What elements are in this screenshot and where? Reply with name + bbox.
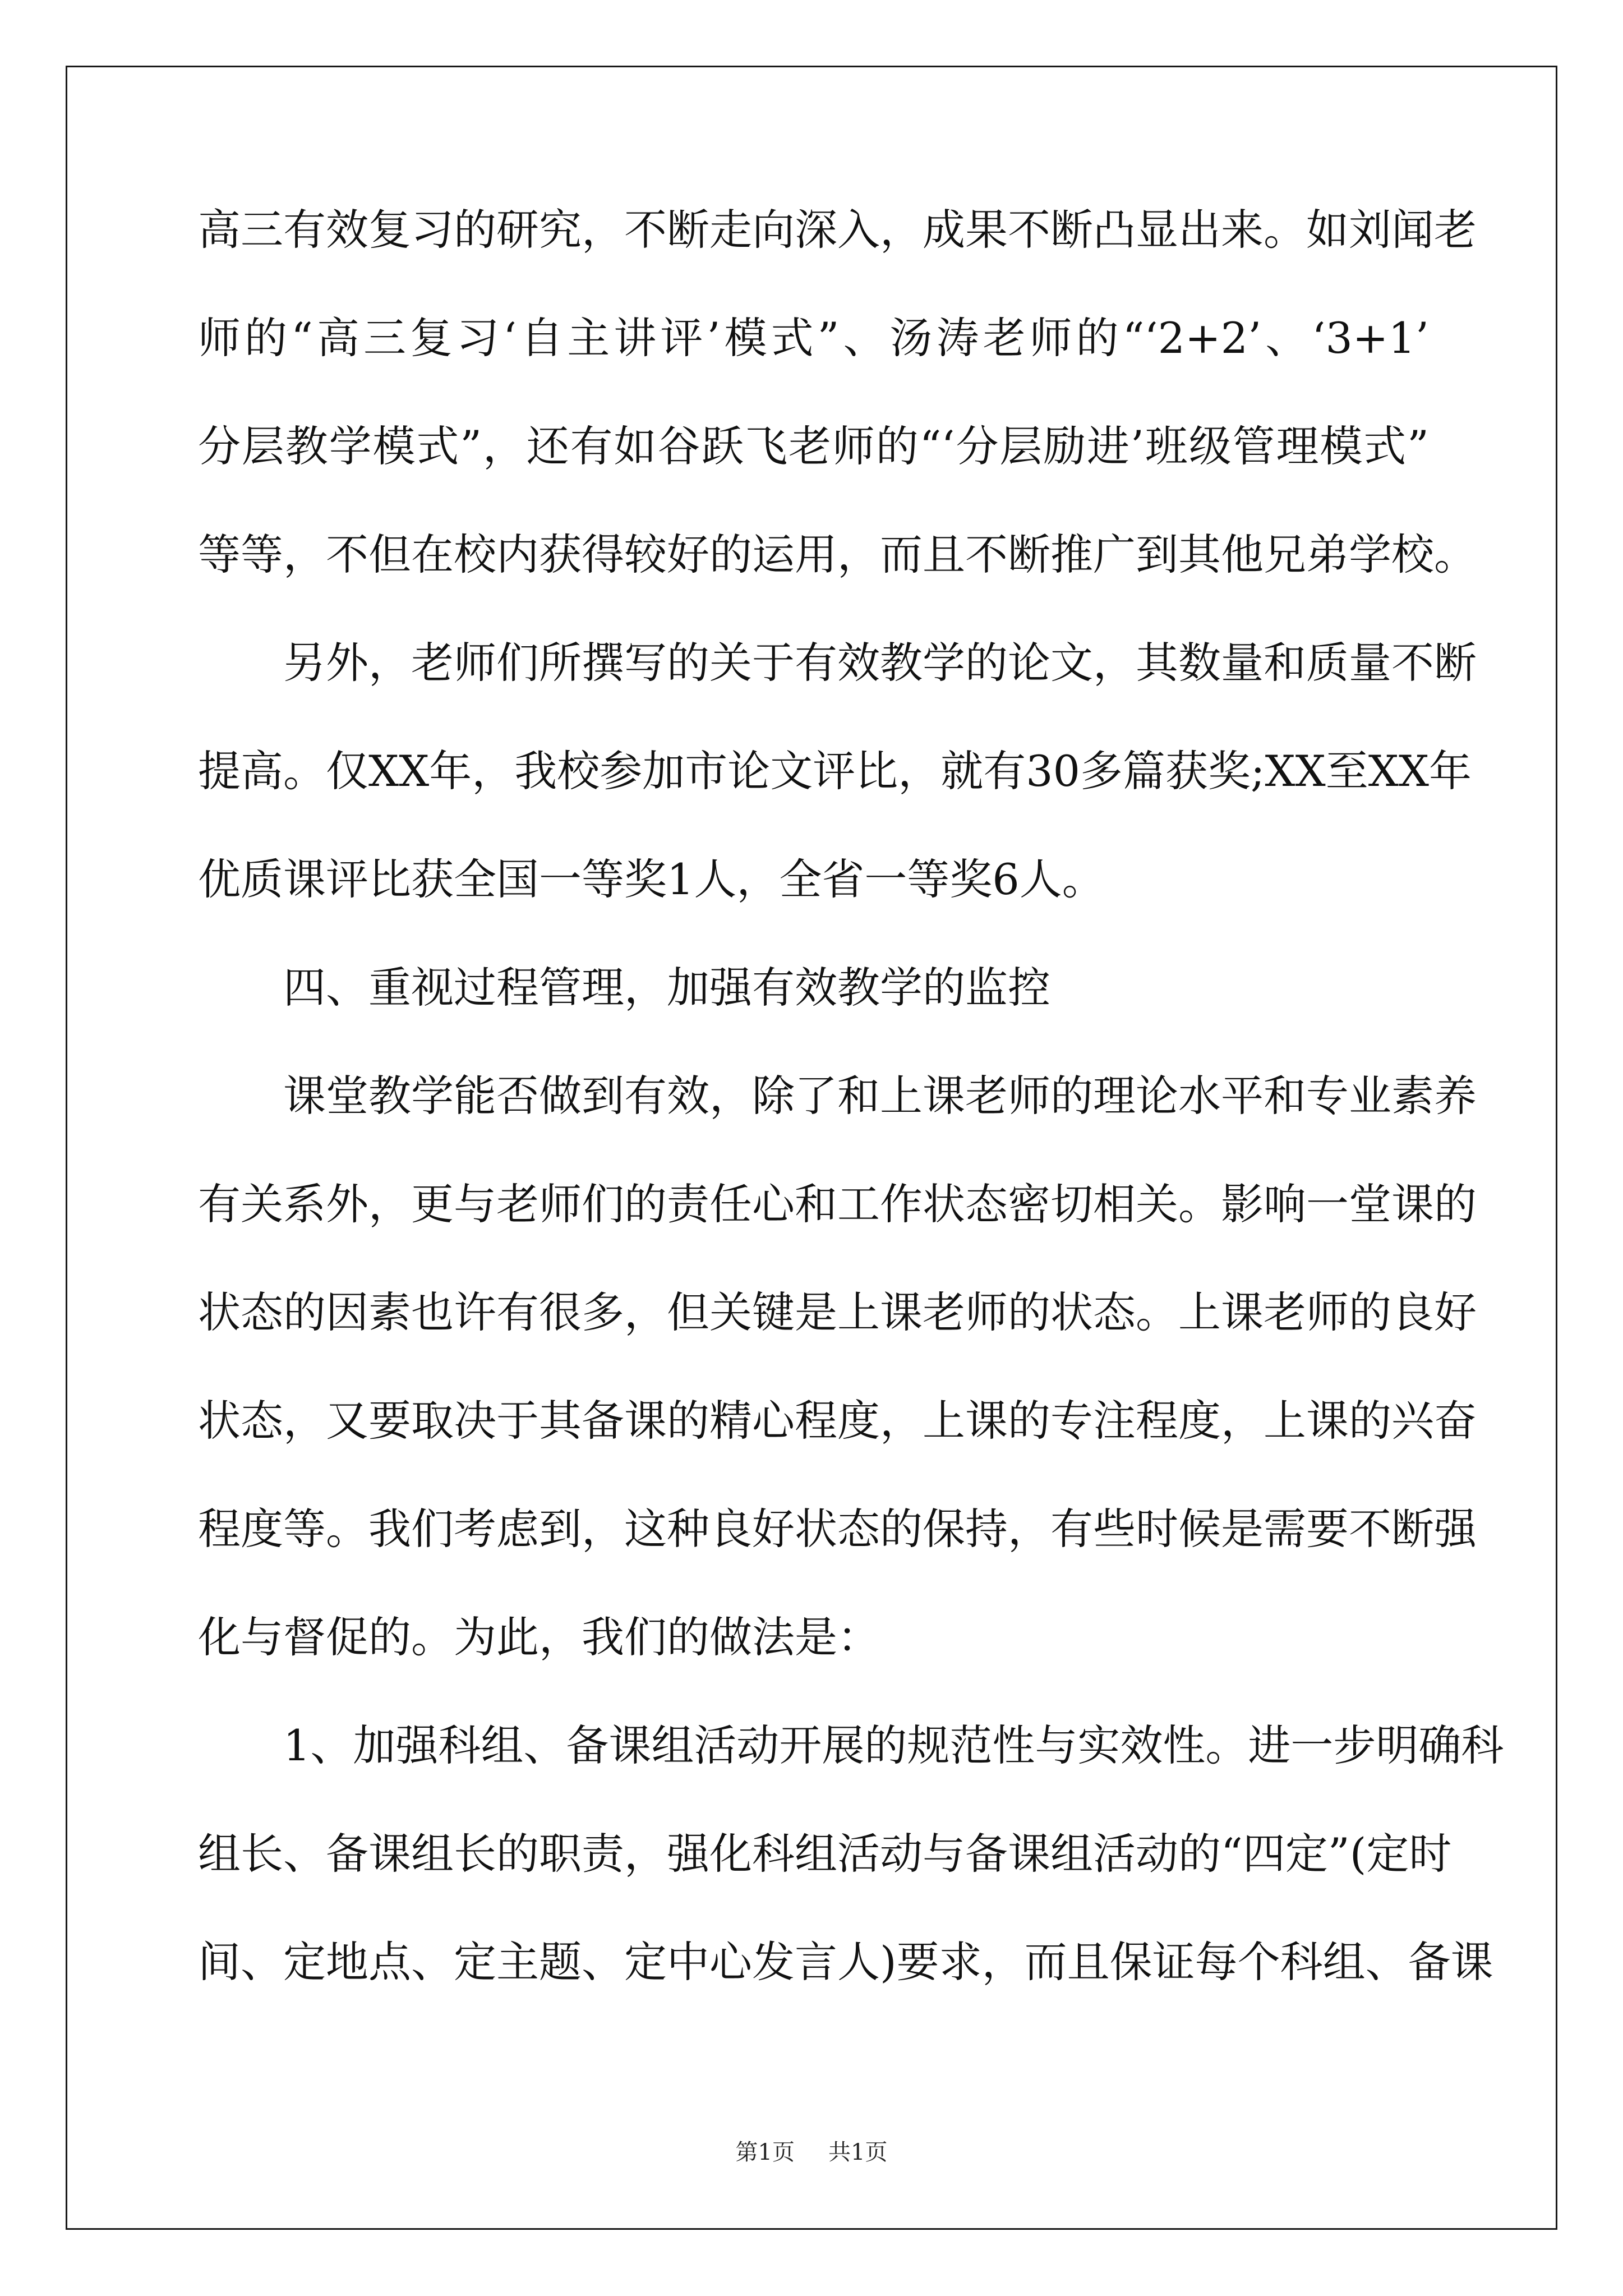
text-line: 优质课评比获全国一等奖1人，全省一等奖6人。 (198, 854, 1105, 904)
document-body (198, 205, 1504, 2049)
text-line: 状态，又要取决于其备课的精心程度，上课的专注程度，上课的兴奋 (198, 1396, 1477, 1446)
text-line: 化与督促的。为此，我们的做法是： (198, 1612, 880, 1662)
text-line: 程度等。我们考虑到，这种良好状态的保持，有些时候是需要不断强 (198, 1504, 1477, 1554)
text-line: 另外，老师们所撰写的关于有效教学的论文，其数量和质量不断 (283, 638, 1477, 688)
text-line: 有关系外，更与老师们的责任心和工作状态密切相关。影响一堂课的 (198, 1179, 1477, 1229)
text-line: 1、加强科组、备课组活动开展的规范性与实效性。进一步明确科 (283, 1720, 1504, 1770)
page-number: 第1页 (735, 2139, 795, 2165)
text-line: 状态的因素也许有很多，但关键是上课老师的状态。上课老师的良好 (198, 1287, 1477, 1337)
text-line: 分层教学模式”，还有如谷跃飞老师的“‘分层励进’班级管理模式” (198, 421, 1429, 471)
text-line: 提高。仅XX年，我校参加市论文评比，就有30多篇获奖;XX至XX年 (198, 746, 1472, 796)
text-line: 师的“高三复习‘自主讲评’模式”、汤涛老师的“‘2+2’、‘3+1’ (198, 313, 1429, 363)
section-heading: 四、重视过程管理，加强有效教学的监控 (283, 963, 1050, 1013)
page-footer (0, 2134, 1623, 2166)
text-line: 高三有效复习的研究，不断走向深入，成果不断凸显出来。如刘闻老 (198, 205, 1477, 255)
page-total: 共1页 (828, 2139, 888, 2165)
text-line: 间、定地点、定主题、定中心发言人)要求，而且保证每个科组、备课 (198, 1937, 1493, 1987)
text-line: 课堂教学能否做到有效，除了和上课老师的理论水平和专业素养 (283, 1071, 1477, 1121)
text-line: 等等，不但在校内获得较好的运用，而且不断推广到其他兄弟学校。 (198, 530, 1477, 579)
text-line: 组长、备课组长的职责，强化科组活动与备课组活动的“四定”(定时 (198, 1829, 1452, 1879)
